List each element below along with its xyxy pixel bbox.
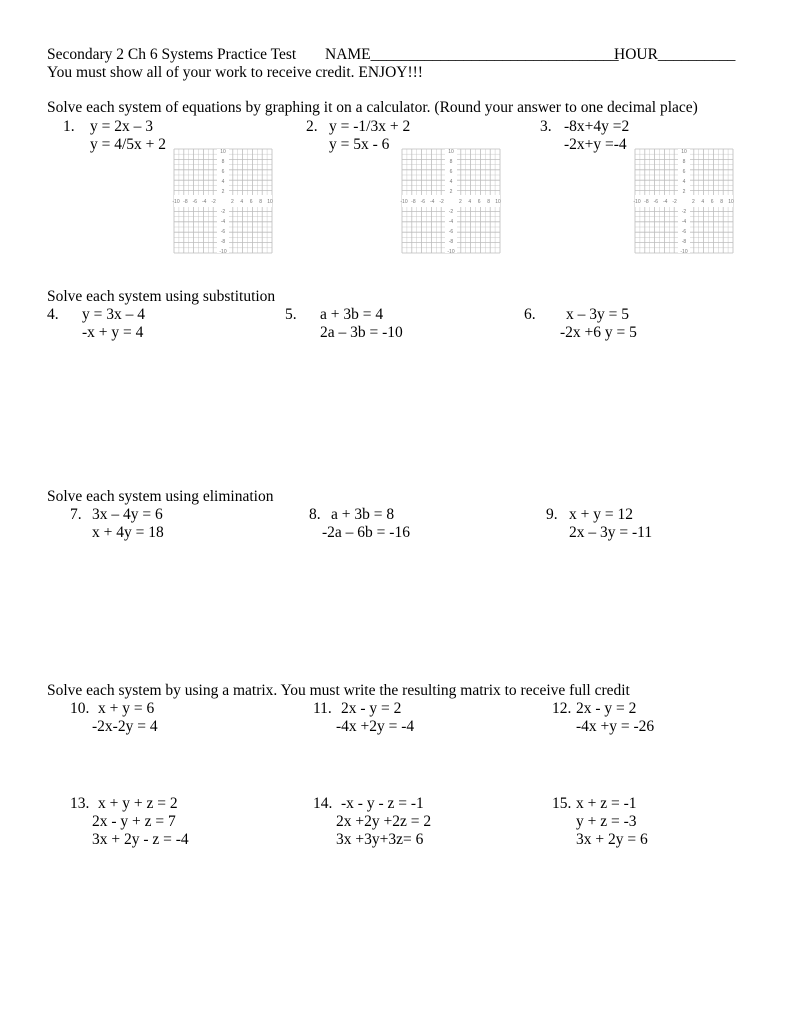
x-tick-label: 8 bbox=[487, 199, 490, 205]
y-tick-label: 6 bbox=[449, 169, 453, 175]
coordinate-grid bbox=[172, 147, 274, 255]
equation: 3x + 2y - z = -4 bbox=[92, 831, 189, 848]
equation: y = 2x – 3 bbox=[90, 118, 153, 135]
coordinate-grid bbox=[633, 147, 735, 255]
y-tick-label: 2 bbox=[449, 189, 453, 195]
equation: y = 5x - 6 bbox=[329, 136, 390, 153]
x-tick-label: -6 bbox=[420, 199, 426, 205]
x-tick-label: -2 bbox=[211, 199, 216, 205]
equation: -2x-2y = 4 bbox=[92, 718, 158, 735]
equation: x – 3y = 5 bbox=[566, 306, 629, 323]
y-tick-label: -10 bbox=[447, 249, 455, 255]
x-tick-label: 8 bbox=[259, 199, 262, 205]
y-tick-label: 8 bbox=[682, 159, 686, 165]
equation: -x - y - z = -1 bbox=[341, 795, 424, 812]
x-tick-label: 10 bbox=[495, 199, 501, 205]
y-tick-label: 10 bbox=[448, 149, 454, 155]
x-tick-label: -4 bbox=[429, 199, 435, 205]
x-tick-label: 6 bbox=[477, 199, 481, 205]
y-tick-label: -2 bbox=[220, 209, 226, 215]
equation: -2x+y =-4 bbox=[564, 136, 627, 153]
problem-number: 4. bbox=[47, 306, 59, 323]
x-tick-label: -10 bbox=[400, 199, 408, 205]
equation: -x + y = 4 bbox=[82, 324, 144, 341]
x-tick-label: 4 bbox=[701, 199, 705, 205]
equation: -2x +6 y = 5 bbox=[560, 324, 637, 341]
section-instruction: Solve each system using elimination bbox=[47, 488, 274, 505]
x-tick-label: -8 bbox=[183, 199, 188, 205]
problem-number: 12. bbox=[552, 700, 572, 717]
equation: 2x +2y +2z = 2 bbox=[336, 813, 432, 830]
x-tick-label: 4 bbox=[240, 199, 244, 205]
y-tick-label: -10 bbox=[680, 249, 688, 255]
x-tick-label: -10 bbox=[172, 199, 180, 205]
equation: 2x - y + z = 7 bbox=[92, 813, 176, 830]
x-tick-label: -4 bbox=[201, 199, 207, 205]
y-tick-label: 4 bbox=[221, 179, 225, 185]
equation: a + 3b = 8 bbox=[331, 506, 395, 523]
y-tick-label: 8 bbox=[221, 159, 225, 165]
y-tick-label: -2 bbox=[681, 209, 687, 215]
y-tick-label: -4 bbox=[681, 219, 687, 225]
y-tick-label: 2 bbox=[221, 189, 225, 195]
problem-number: 1. bbox=[63, 118, 75, 135]
problem-number: 10. bbox=[70, 700, 90, 717]
x-tick-label: 10 bbox=[728, 199, 734, 205]
problem-number: 13. bbox=[70, 795, 90, 812]
x-tick-label: 8 bbox=[720, 199, 723, 205]
x-tick-label: 2 bbox=[231, 199, 234, 205]
x-tick-label: -6 bbox=[192, 199, 198, 205]
y-tick-label: 10 bbox=[681, 149, 687, 155]
y-tick-label: -4 bbox=[448, 219, 454, 225]
equation: -8x+4y =2 bbox=[564, 118, 630, 135]
x-tick-label: -4 bbox=[662, 199, 668, 205]
equation: 3x – 4y = 6 bbox=[92, 506, 163, 523]
coordinate-grid bbox=[400, 147, 502, 255]
x-tick-label: 4 bbox=[468, 199, 472, 205]
x-tick-label: 2 bbox=[459, 199, 462, 205]
equation: x + y = 12 bbox=[569, 506, 633, 523]
equation: -4x +2y = -4 bbox=[336, 718, 415, 735]
x-tick-label: -2 bbox=[439, 199, 444, 205]
problem-number: 6. bbox=[524, 306, 536, 323]
section-instruction: Solve each system by using a matrix. You must write the resulting matrix to receive full credit bbox=[47, 682, 630, 699]
equation: 2x - y = 2 bbox=[341, 700, 402, 717]
x-tick-label: -8 bbox=[411, 199, 416, 205]
x-tick-label: -6 bbox=[653, 199, 659, 205]
y-tick-label: 2 bbox=[682, 189, 686, 195]
y-tick-label: -8 bbox=[220, 239, 226, 245]
y-tick-label: 8 bbox=[449, 159, 453, 165]
equation: y + z = -3 bbox=[576, 813, 637, 830]
equation: 2a – 3b = -10 bbox=[320, 324, 403, 341]
y-tick-label: -8 bbox=[681, 239, 687, 245]
equation: 3x + 2y = 6 bbox=[576, 831, 648, 848]
y-tick-label: -2 bbox=[448, 209, 454, 215]
x-tick-label: 2 bbox=[692, 199, 695, 205]
worksheet-title: Secondary 2 Ch 6 Systems Practice Test bbox=[47, 46, 297, 63]
y-tick-label: -6 bbox=[448, 229, 454, 235]
equation: x + y + z = 2 bbox=[98, 795, 178, 812]
x-tick-label: -8 bbox=[644, 199, 649, 205]
x-tick-label: -10 bbox=[633, 199, 641, 205]
worksheet-subtitle: You must show all of your work to receive credit. ENJOY!!! bbox=[47, 64, 423, 81]
y-tick-label: -4 bbox=[220, 219, 226, 225]
equation: x + y = 6 bbox=[98, 700, 155, 717]
problem-number: 7. bbox=[70, 506, 82, 523]
equation: 2x – 3y = -11 bbox=[569, 524, 653, 541]
y-tick-label: -10 bbox=[219, 249, 227, 255]
x-tick-label: 6 bbox=[710, 199, 714, 205]
x-tick-label: 10 bbox=[267, 199, 273, 205]
problem-number: 2. bbox=[306, 118, 318, 135]
problem-number: 15. bbox=[552, 795, 572, 812]
equation: x + 4y = 18 bbox=[92, 524, 164, 541]
equation: -4x +y = -26 bbox=[576, 718, 655, 735]
problem-number: 3. bbox=[540, 118, 552, 135]
problem-number: 9. bbox=[546, 506, 558, 523]
y-tick-label: 4 bbox=[682, 179, 686, 185]
equation: -2a – 6b = -16 bbox=[322, 524, 410, 541]
equation: 3x +3y+3z= 6 bbox=[336, 831, 424, 848]
equation: 2x - y = 2 bbox=[576, 700, 637, 717]
y-tick-label: -6 bbox=[681, 229, 687, 235]
problem-number: 8. bbox=[309, 506, 321, 523]
x-tick-label: -2 bbox=[672, 199, 677, 205]
section-instruction: Solve each system of equations by graphing it on a calculator. (Round your answer to one decimal place) bbox=[47, 99, 698, 116]
equation: y = 4/5x + 2 bbox=[90, 136, 167, 153]
problem-number: 11. bbox=[313, 700, 332, 717]
equation: y = -1/3x + 2 bbox=[329, 118, 411, 135]
equation: x + z = -1 bbox=[576, 795, 637, 812]
problem-number: 14. bbox=[313, 795, 333, 812]
y-tick-label: -8 bbox=[448, 239, 454, 245]
section-instruction: Solve each system using substitution bbox=[47, 288, 276, 305]
equation: a + 3b = 4 bbox=[320, 306, 384, 323]
y-tick-label: -6 bbox=[220, 229, 226, 235]
y-tick-label: 10 bbox=[220, 149, 226, 155]
y-tick-label: 6 bbox=[682, 169, 686, 175]
y-tick-label: 6 bbox=[221, 169, 225, 175]
x-tick-label: 6 bbox=[249, 199, 253, 205]
hour-field[interactable]: HOUR__________ bbox=[614, 46, 736, 63]
equation: y = 3x – 4 bbox=[82, 306, 145, 323]
y-tick-label: 4 bbox=[449, 179, 453, 185]
problem-number: 5. bbox=[285, 306, 297, 323]
name-field[interactable]: NAME________________________________ bbox=[325, 46, 619, 63]
